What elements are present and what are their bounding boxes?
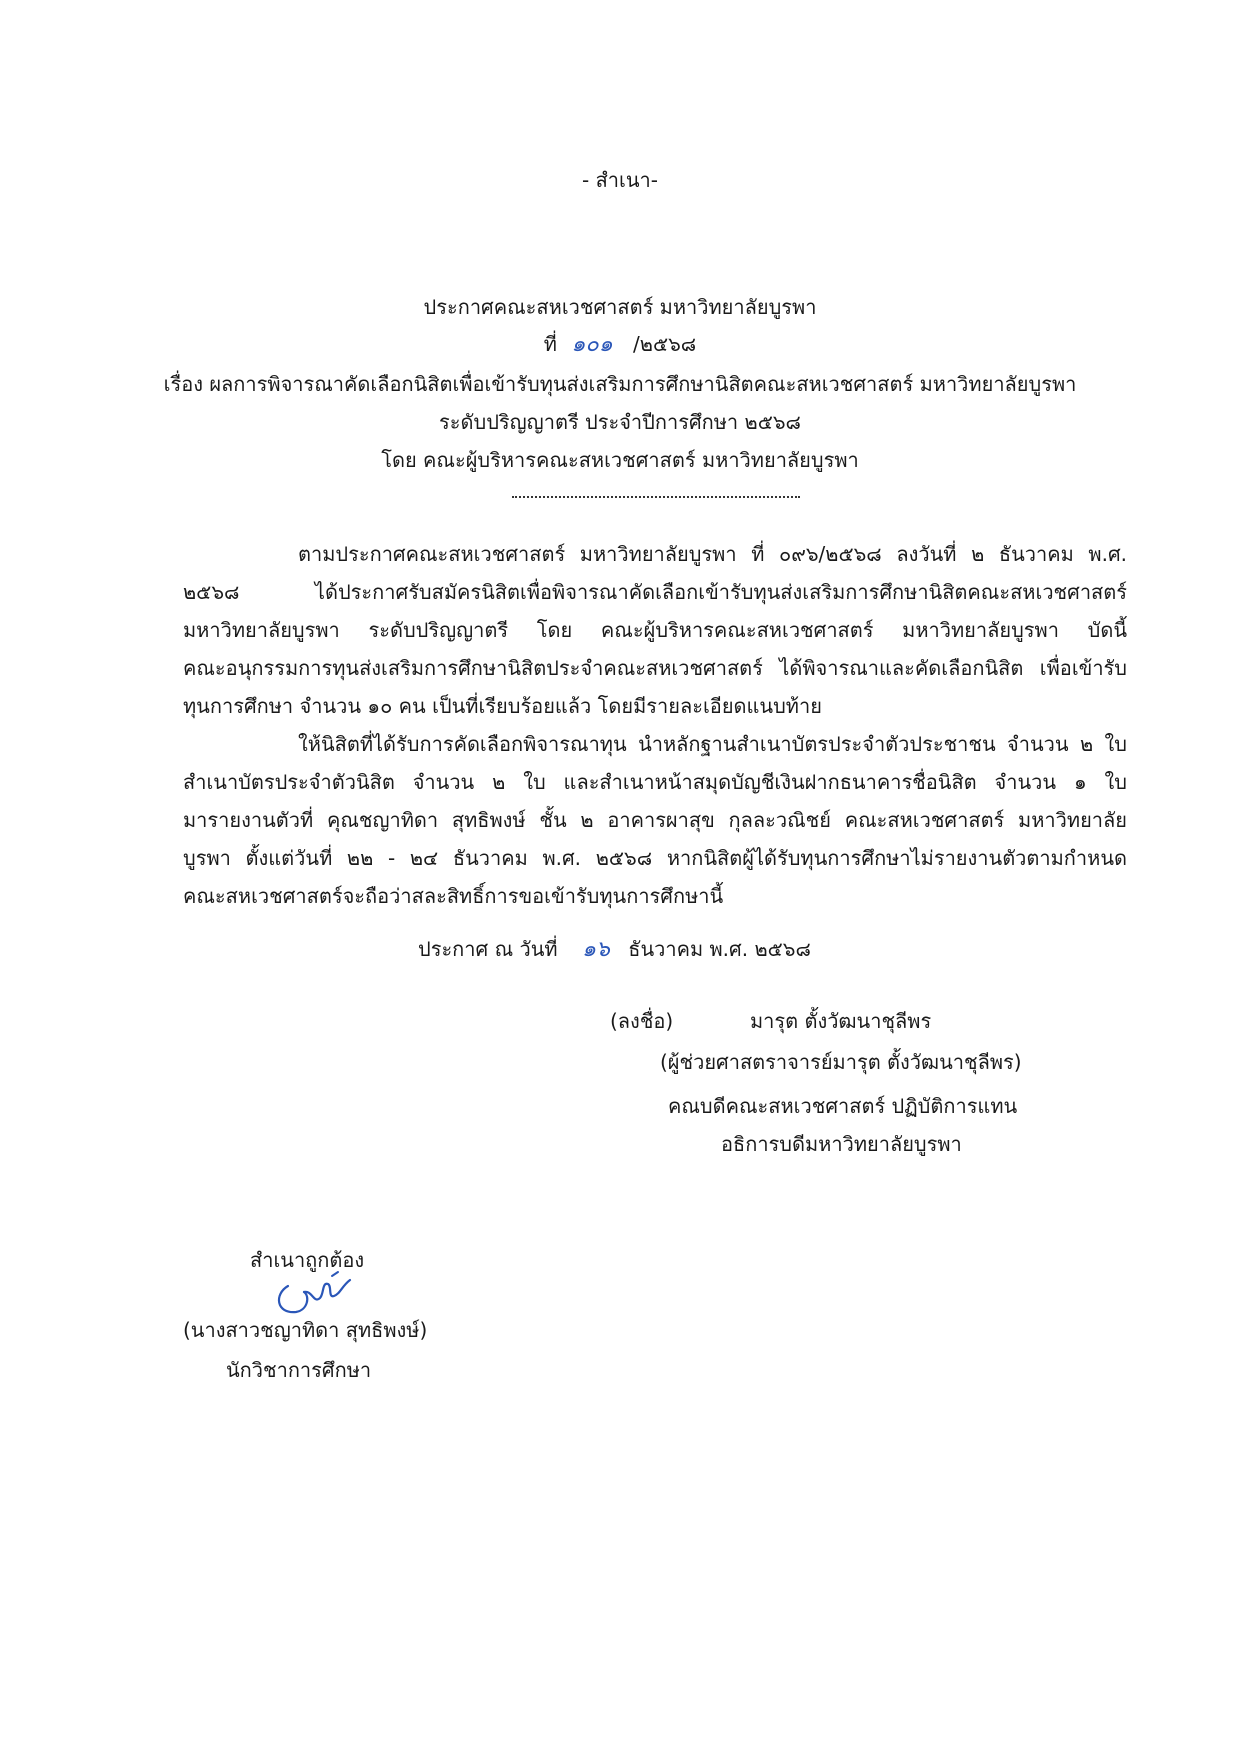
signer-full-name: (ผู้ช่วยศาสตราจารย์มารุต ตั้งวัฒนาชุลีพร) [660,1050,1022,1074]
announcement-date [418,935,811,964]
certifier-name: (นางสาวชญาทิดา สุทธิพงษ์) [183,1318,428,1342]
number-prefix: ที่ [543,332,557,356]
sign-label: (ลงชื่อ) [610,1009,674,1033]
paragraph-1-line-5: ทุนการศึกษา จำนวน ๑๐ คน เป็นที่เรียบร้อยแล้ว โดยมีรายละเอียดแนบท้าย [183,694,822,718]
copy-mark: - สำเนา- [582,168,658,192]
announcement-number [0,330,1240,359]
number-handwritten: ๑๐๑ [571,332,613,357]
signer-position-2: อธิการบดีมหาวิทยาลัยบูรพา [721,1132,962,1156]
number-suffix: /๒๕๖๘ [633,332,697,356]
paragraph-2-line-3: มารายงานตัวที่ คุณชญาทิดา สุทธิพงษ์ ชั้น ๒ อาคารผาสุข กุลละวณิชย์ คณะสหเวชศาสตร์ มหาวิทยาลัย [183,808,1127,832]
subject-line-3: โดย คณะผู้บริหารคณะสหเวชศาสตร์ มหาวิทยาลัยบูรพา [381,448,859,472]
paragraph-2-line-4: บูรพา ตั้งแต่วันที่ ๒๒ - ๒๔ ธันวาคม พ.ศ. ๒๕๖๘ หากนิสิตผู้ได้รับทุนการศึกษาไม่รายงานตัวตามกำหนด [183,846,1127,870]
date-day-handwritten: ๑๖ [581,937,610,962]
date-prefix: ประกาศ ณ วันที่ [418,937,558,961]
paragraph-1-line-4: คณะอนุกรรมการทุนส่งเสริมการศึกษานิสิตประจำคณะสหเวชศาสตร์ ได้พิจารณาและคัดเลือกนิสิต เพื่อเข้ารับ [183,656,1127,680]
dotted-separator [512,496,800,498]
signer-name: มารุต ตั้งวัฒนาชุลีพร [750,1009,932,1033]
date-suffix: ธันวาคม พ.ศ. ๒๕๖๘ [628,937,811,961]
subject-line-1: เรื่อง ผลการพิจารณาคัดเลือกนิสิตเพื่อเข้ารับทุนส่งเสริมการศึกษานิสิตคณะสหเวชศาสตร์ มหาวิทยาลัยบูรพา [163,372,1077,396]
certified-copy-label: สำเนาถูกต้อง [250,1248,365,1272]
certifier-position: นักวิชาการศึกษา [226,1358,372,1382]
paragraph-1-line-3: มหาวิทยาลัยบูรพา ระดับปริญญาตรี โดย คณะผู้บริหารคณะสหเวชศาสตร์ มหาวิทยาลัยบูรพา บัดนี้ [183,618,1127,642]
paragraph-2-line-1: ให้นิสิตที่ได้รับการคัดเลือกพิจารณาทุน นำหลักฐานสำเนาบัตรประจำตัวประชาชน จำนวน ๒ ใบ [298,732,1127,756]
paragraph-2-line-2: สำเนาบัตรประจำตัวนิสิต จำนวน ๒ ใบ และสำเนาหน้าสมุดบัญชีเงินฝากธนาคารชื่อนิสิต จำนวน ๑ ใบ [183,770,1127,794]
announcement-title: ประกาศคณะสหเวชศาสตร์ มหาวิทยาลัยบูรพา [423,295,817,319]
signer-position-1: คณบดีคณะสหเวชศาสตร์ ปฏิบัติการแทน [668,1094,1018,1118]
paragraph-1-line-1: ตามประกาศคณะสหเวชศาสตร์ มหาวิทยาลัยบูรพา ที่ ๐๙๖/๒๕๖๘ ลงวันที่ ๒ ธันวาคม พ.ศ. [298,542,1127,566]
paragraph-1-line-2: ๒๕๖๘ ได้ประกาศรับสมัครนิสิตเพื่อพิจารณาคัดเลือกเข้ารับทุนส่งเสริมการศึกษานิสิตคณะสหเวชศาสตร์ [183,580,1127,604]
paragraph-2-line-5: คณะสหเวชศาสตร์จะถือว่าสละสิทธิ์การขอเข้ารับทุนการศึกษานี้ [183,884,724,908]
subject-line-2: ระดับปริญญาตรี ประจำปีการศึกษา ๒๕๖๘ [439,410,801,434]
